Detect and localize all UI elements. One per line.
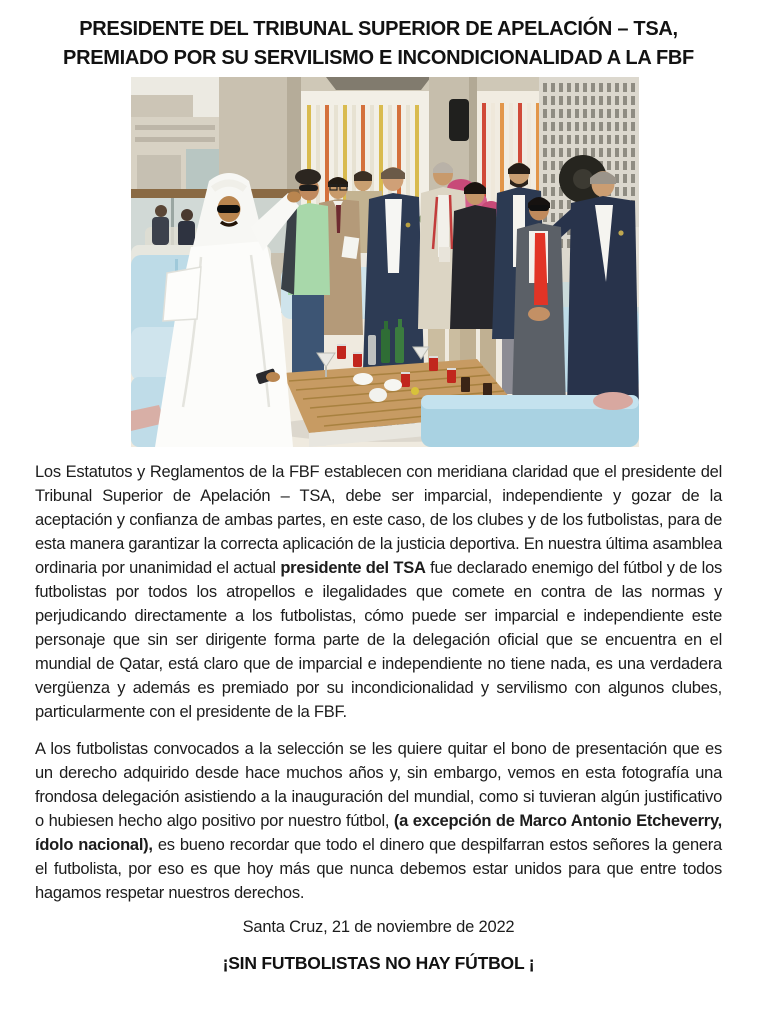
title-line-1: PRESIDENTE DEL TRIBUNAL SUPERIOR DE APELACIÓN – TSA,	[79, 18, 678, 40]
title-line-2: PREMIADO POR SU SERVILISMO E INCONDICIONALIDAD A LA FBF	[63, 47, 694, 69]
person-red-tie	[512, 197, 566, 409]
paragraph-2-bold-phrase: (a excepción de Marco Antonio Etcheverry, ídolo nacional),	[35, 812, 722, 854]
document-title	[28, 15, 729, 73]
speaker-box	[449, 99, 469, 141]
paragraph-1-text: Los Estatutos y Reglamentos de la FBF establecen con meridiana claridad que el presidente del Tribunal Superior de Apelación – TSA, debe ser imparcial, independiente y gozar de la aceptación y confianza de ambas partes, en este caso, de los clubes y de los futbolistas, para de esta manera garantizar la correcta aplicación de la justicia deportiva. En nuestra última asamblea ordinaria por unanimidad el actual	[35, 463, 722, 577]
dateline: Santa Cruz, 21 de noviembre de 2022	[242, 918, 515, 936]
slogan: ¡SIN FUTBOLISTAS NO HAY FÚTBOL ¡	[222, 953, 535, 973]
paragraph-1-text-cont: fue declarado enemigo del fútbol y de los futbolistas por todos los atropellos e ilegalidades que comete en contra de las normas y perjudicando directamente a los futbolistas, cómo puede ser imparcial e independiente este personaje que sin ser dirigente forma parte de la delegación oficial que se encuentra en el mundial de Qatar, está claro que de imparcial e independiente no tiene nada, es una verdadera vergüenza y además es premiado por su incondicionalidad y servilismo con algunos clubes, particularmente con el presidente de la FBF.	[35, 559, 723, 721]
paragraph-2	[35, 737, 722, 905]
paragraph-2-text-cont: es bueno recordar que todo el dinero que despilfarran estos señores la genera el futbolista, por eso es que hoy más que nunca debemos estar unidos para que entre todos hagamos respetar nuestros derechos.	[35, 836, 722, 902]
paragraph-1	[35, 460, 722, 724]
paragraph-1-bold-phrase: presidente del TSA	[280, 559, 426, 577]
delegation-group-photo	[131, 77, 639, 447]
paragraph-2-text: A los futbolistas convocados a la selección se les quiere quitar el bono de presentación que es un derecho adquirido desde hace muchos años y, sin embargo, vemos en esta fotografía una frondosa delegación asistiendo a la inauguración del mundial, como si tuvieran algún justificativo o hubiesen hecho algo positivo por nuestro fútbol,	[35, 740, 722, 830]
